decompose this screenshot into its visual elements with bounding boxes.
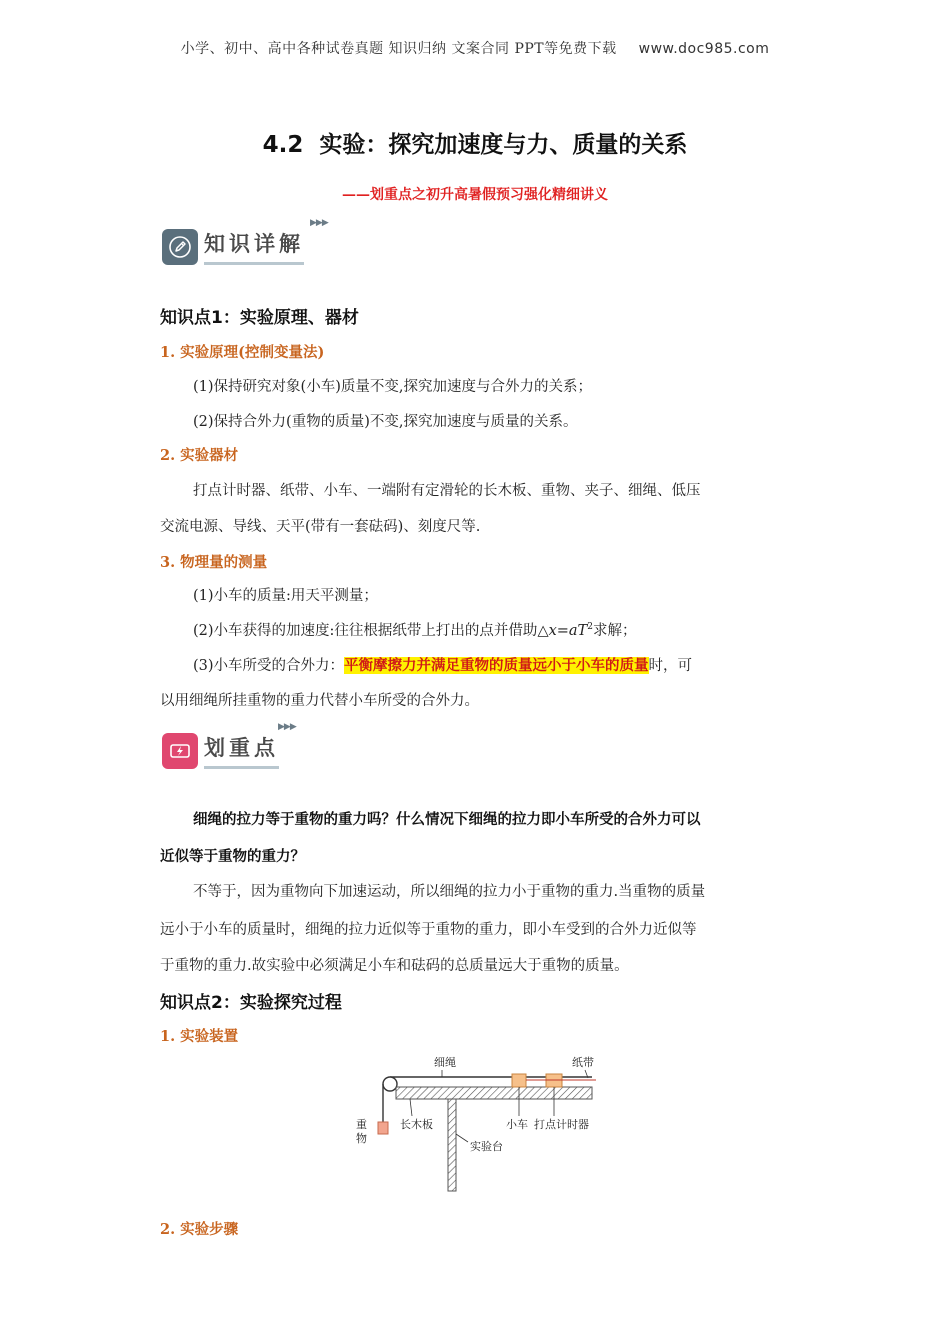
focus-answer-line3: 于重物的重力.故实验中必须满足小车和砝码的总质量远大于重物的质量。 — [160, 958, 629, 974]
label-cart: 小车 — [506, 1118, 528, 1131]
label-rope: 细绳 — [434, 1056, 456, 1069]
page-title — [0, 126, 950, 159]
kp1-s3-line3-post: 时，可 — [648, 658, 693, 674]
kp1-s3-line1: (1)小车的质量:用天平测量； — [193, 588, 378, 604]
kp1-section1-title: 1. 实验原理(控制变量法) — [160, 344, 325, 361]
kp1-heading: 知识点1：实验原理、器材 — [160, 308, 359, 328]
acceleration-formula: △x=aT — [537, 623, 588, 639]
knowledge-badge-label: 知识详解 — [204, 228, 304, 265]
kp2-heading: 知识点2：实验探究过程 — [160, 993, 342, 1013]
header-text: 小学、初中、高中各种试卷真题 知识归纳 文案合同 PPT等免费下载 — [180, 41, 617, 57]
kp2-section1-title: 1. 实验装置 — [160, 1028, 239, 1045]
label-board: 长木板 — [400, 1118, 433, 1131]
triple-arrow-icon: ▶▶▶ — [278, 722, 296, 732]
kp1-s3-line2-pre: (2)小车获得的加速度:往往根据纸带上打出的点并借助 — [193, 623, 538, 639]
focus-badge — [162, 722, 296, 769]
cart-block — [512, 1074, 526, 1087]
label-tape: 纸带 — [572, 1056, 594, 1069]
kp1-section3-title: 3. 物理量的测量 — [160, 554, 268, 571]
formula-exponent: 2 — [587, 622, 593, 633]
apparatus-diagram — [350, 1052, 610, 1197]
highlighted-condition: 平衡摩擦力并满足重物的质量远小于小车的质量 — [344, 657, 649, 674]
page-subtitle: ——划重点之初升高暑假预习强化精细讲义 — [342, 187, 608, 203]
kp1-s3-line4: 以用细绳所挂重物的重力代替小车所受的合外力。 — [160, 693, 479, 709]
kp1-s3-line2-post: 求解； — [592, 623, 637, 639]
kp1-s3-line2 — [193, 619, 636, 640]
table-leg — [448, 1099, 456, 1191]
long-board — [396, 1087, 592, 1099]
focus-answer-line2: 远小于小车的质量时，细绳的拉力近似等于重物的重力，即小车受到的合外力近似等 — [160, 922, 697, 938]
kp1-s2-line2: 交流电源、导线、天平(带有一套砝码)、刻度尺等. — [160, 519, 481, 535]
kp1-s1-line2: (2)保持合外力(重物的质量)不变,探究加速度与质量的关系。 — [193, 414, 578, 430]
pulley — [383, 1077, 397, 1091]
label-weight-2: 物 — [356, 1132, 367, 1145]
kp2-section2-title: 2. 实验步骤 — [160, 1221, 239, 1238]
title-number: 4.2 — [262, 132, 304, 158]
focus-answer-line1: 不等于，因为重物向下加速运动，所以细绳的拉力小于重物的重力.当重物的质量 — [193, 884, 706, 900]
focus-question-line1: 细绳的拉力等于重物的重力吗？什么情况下细绳的拉力即小车所受的合外力可以 — [193, 811, 701, 828]
title-text: 实验：探究加速度与力、质量的关系 — [319, 132, 688, 158]
weight-block — [378, 1122, 388, 1134]
triple-arrow-icon: ▶▶▶ — [310, 218, 328, 228]
kp1-s1-line1: (1)保持研究对象(小车)质量不变,探究加速度与合外力的关系； — [193, 379, 592, 395]
focus-question-line2: 近似等于重物的重力？ — [160, 848, 305, 865]
kp1-s3-line3-pre: (3)小车所受的合外力： — [193, 658, 345, 674]
header-site[interactable]: www.doc985.com — [638, 41, 770, 57]
label-weight-1: 重 — [356, 1118, 367, 1131]
knowledge-badge — [162, 218, 328, 265]
kp1-s2-line1: 打点计时器、纸带、小车、一端附有定滑轮的长木板、重物、夹子、细绳、低压 — [193, 483, 701, 499]
lightning-icon — [162, 733, 198, 769]
pencil-icon — [162, 229, 198, 265]
page-header — [0, 38, 950, 58]
focus-badge-label: 划重点 — [204, 732, 279, 769]
kp1-section2-title: 2. 实验器材 — [160, 447, 239, 464]
kp1-s3-line3 — [193, 654, 692, 675]
label-table: 实验台 — [470, 1140, 503, 1153]
label-timer: 打点计时器 — [534, 1118, 589, 1131]
